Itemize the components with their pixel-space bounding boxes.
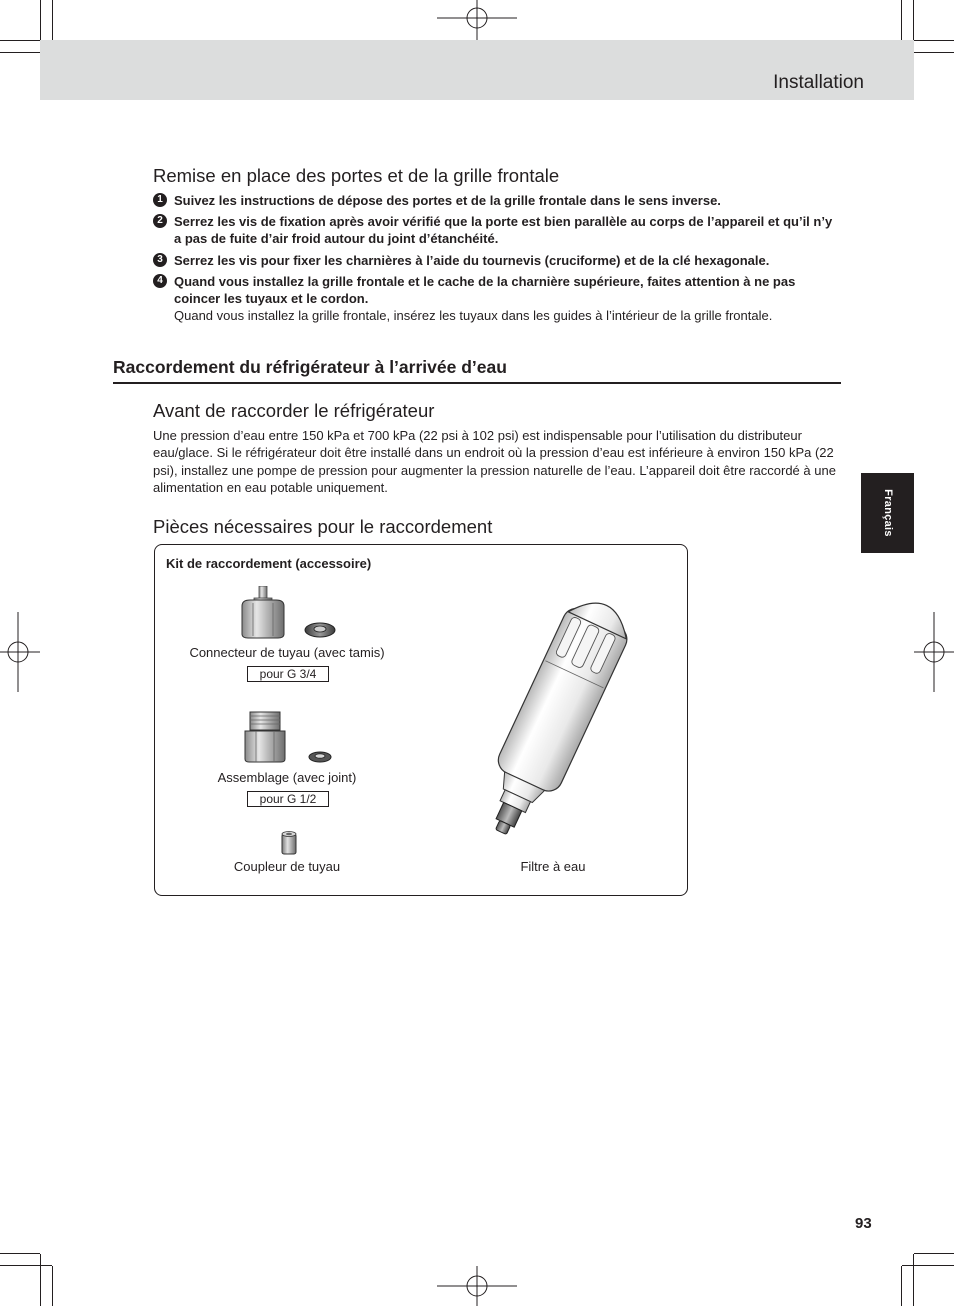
registration-mark-left [0, 612, 40, 692]
water-filter-illustration [455, 578, 655, 854]
kit-title: Kit de raccordement (accessoire) [166, 556, 372, 571]
filtre-label: Filtre à eau [520, 859, 586, 874]
language-tab-label: Français [881, 489, 894, 537]
avant-title: Avant de raccorder le réfrigérateur [153, 400, 435, 421]
connecteur-size-box: pour G 3/4 [247, 666, 329, 682]
crop-mark [902, 1265, 954, 1266]
step-1 [153, 192, 843, 209]
assemblage-label: Assemblage (avec joint) [217, 770, 357, 785]
assemblage-size-box: pour G 1/2 [247, 791, 329, 807]
crop-mark [0, 1253, 40, 1254]
registration-mark-top [437, 0, 517, 40]
hose-coupler-illustration [279, 830, 299, 856]
pieces-title: Pièces nécessaires pour le raccordement [153, 516, 493, 537]
hose-connector-illustration [238, 586, 338, 642]
crop-mark [901, 1266, 902, 1306]
step-text: Quand vous installez la grille frontale et le cache de la charnière supérieure, faites attention à ne pas coincer les tuyaux et le cordon. [174, 274, 796, 306]
step-number: 2 [153, 214, 167, 228]
crop-mark [0, 1265, 52, 1266]
registration-mark-bottom [437, 1266, 517, 1306]
section-divider [113, 382, 841, 384]
avant-paragraph: Une pression d’eau entre 150 kPa et 700 kPa (22 psi à 102 psi) est indispensable pour l’utilisation du distributeur eau/glace. Si le réfrigérateur doit être installé dans un endroit où la pression d’eau est inférieure à environ 150 kPa (22 psi), installez une pompe de pression pour augmenter la pression naturelle de l’eau. L’appareil doit être raccordé à une alimentation en eau potable uniquement. [153, 428, 836, 495]
language-tab [861, 473, 914, 553]
registration-mark-right [914, 612, 954, 692]
coupleur-label: Coupleur de tuyau [233, 859, 341, 874]
crop-mark [914, 1253, 954, 1254]
page-header-title: Installation [773, 72, 864, 93]
step-text: Serrez les vis pour fixer les charnières à l’aide du tournevis (cruciforme) et de la clé hexagonale. [174, 253, 770, 268]
step-text: Serrez les vis de fixation après avoir vérifié que la porte est bien parallèle au corps de l’appareil et qu’il n’y a pas de fuite d’air froid autour du joint d’étanchéité. [174, 214, 833, 246]
section-heading: Raccordement du réfrigérateur à l’arrivée d’eau [113, 357, 507, 377]
step-2 [153, 213, 843, 247]
crop-mark [913, 1254, 914, 1306]
step-4 [153, 273, 843, 324]
crop-mark [40, 1254, 41, 1306]
step-number: 1 [153, 193, 167, 207]
step-number: 3 [153, 253, 167, 267]
page-number: 93 [855, 1215, 872, 1232]
step-3 [153, 252, 843, 269]
connecteur-label: Connecteur de tuyau (avec tamis) [189, 645, 385, 660]
crop-mark [0, 52, 40, 53]
crop-mark [52, 0, 53, 40]
step-number: 4 [153, 274, 167, 288]
crop-mark [52, 1266, 53, 1306]
step-note: Quand vous installez la grille frontale, insérez les tuyaux dans les guides à l’intérieur de la grille frontale. [174, 308, 773, 323]
assembly-illustration [242, 709, 334, 765]
crop-mark [901, 0, 902, 40]
step-text: Suivez les instructions de dépose des portes et de la grille frontale dans le sens inverse. [174, 193, 721, 208]
crop-mark [914, 52, 954, 53]
remise-title: Remise en place des portes et de la grille frontale [153, 165, 560, 186]
